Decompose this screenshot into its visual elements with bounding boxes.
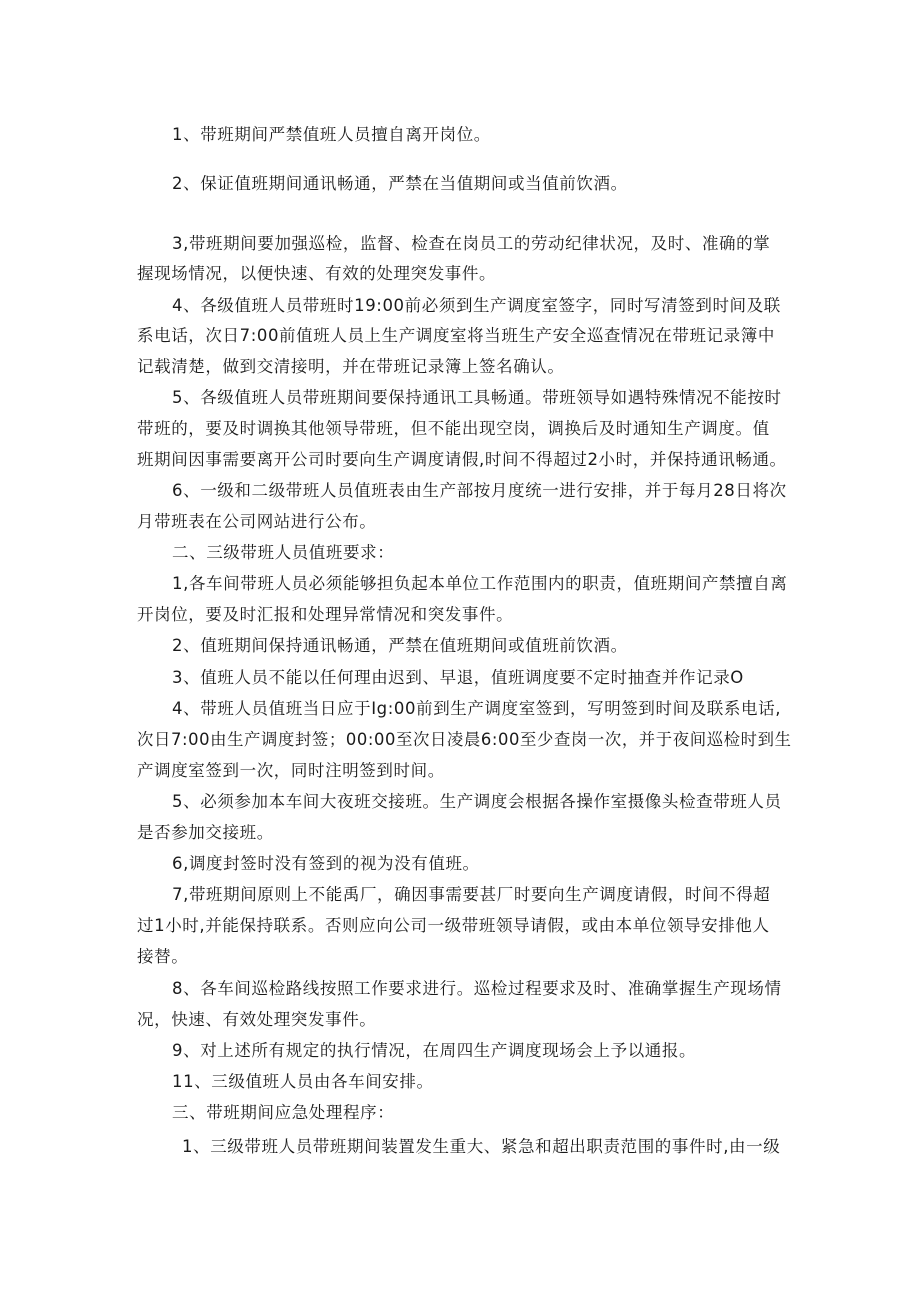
text-line-22: 是否参加交接班。 [137,823,274,842]
text-line-5: 4、各级值班人员带班时19:00前必须到生产调度室签字，同时写清签到时间及联 [172,296,781,315]
text-line-12: 月带班表在公司网站进行公布。 [137,512,377,531]
section-heading-2: 二、三级带班人员值班要求： [172,543,395,562]
text-line-27: 8、各车间巡检路线按照工作要求进行。巡检过程要求及时、准确掌握生产现场情 [172,979,782,998]
text-line-17: 3、值班人员不能以任何理由迟到、早退，值班调度要不定时抽查并作记录O [172,668,744,687]
text-line-18: 4、带班人员值班当日应于Ig:00前到生产调度室签到，写明签到时间及联系电话, [172,699,782,718]
text-line-2: 2、保证值班期间通讯畅通，严禁在当值期间或当值前饮酒。 [172,174,628,193]
text-line-6: 系电话，次日7:00前值班人员上生产调度室将当班生产安全巡查情况在带班记录簿中 [137,326,775,345]
text-line-1: 1、带班期间严禁值班人员擅自离开岗位。 [172,125,491,144]
text-line-20: 产调度室签到一次，同时注明签到时间。 [137,761,445,780]
section-heading-3: 三、带班期间应急处理程序： [172,1103,395,1122]
text-line-26: 接替。 [137,947,189,966]
text-line-14: 1,各车间带班人员必须能够担负起本单位工作范围内的职责，值班期间产禁擅自离 [172,574,788,593]
text-line-3: 3,带班期间要加强巡检，监督、检查在岗员工的劳动纪律状况，及时、准确的掌 [172,234,771,253]
text-line-21: 5、必须参加本车间大夜班交接班。生产调度会根据各操作室摄像头检查带班人员 [172,792,782,811]
text-line-16: 2、值班期间保持通讯畅通，严禁在值班期间或值班前饮酒。 [172,636,628,655]
text-line-11: 6、一级和二级带班人员值班表由生产部按月度统一进行安排，并于每月28日将次 [172,481,787,500]
text-line-7: 记载清楚，做到交清接明，并在带班记录簿上签名确认。 [137,357,565,376]
text-line-19: 次日7:00由生产调度封签；00:00至次日凌晨6:00至少查岗一次，并于夜间巡检时到生 [137,730,792,749]
text-line-9: 带班的，要及时调换其他领导带班，但不能出现空岗，调换后及时通知生产调度。值 [137,419,770,438]
text-line-29: 9、对上述所有规定的执行情况，在周四生产调度现场会上予以通报。 [172,1041,697,1060]
text-line-30: 11、三级值班人员由各车间安排。 [172,1072,434,1091]
text-line-4: 握现场情况，以便快速、有效的处理突发事件。 [137,264,497,283]
text-line-15: 开岗位，要及时汇报和处理异常情况和突发事件。 [137,605,514,624]
text-line-23: 6,调度封签时没有签到的视为没有值班。 [172,854,480,873]
text-line-24: 7,带班期间原则上不能禹厂，确因事需要甚厂时要向生产调度请假，时间不得超 [172,885,771,904]
text-line-32: 1、三级带班人员带班期间装置发生重大、紧急和超出职责范围的事件时,由一级 [182,1137,781,1156]
text-line-28: 况，快速、有效处理突发事件。 [137,1010,377,1029]
text-line-25: 过1小时,并能保持联系。否则应向公司一级带班领导请假，或由本单位领导安排他人 [137,916,770,935]
text-line-8: 5、各级值班人员带班期间要保持通讯工具畅通。带班领导如遇特殊情况不能按时 [172,388,782,407]
text-line-10: 班期间因事需要离开公司时要向生产调度请假,时间不得超过2小时，并保持通讯畅通。 [137,450,787,469]
